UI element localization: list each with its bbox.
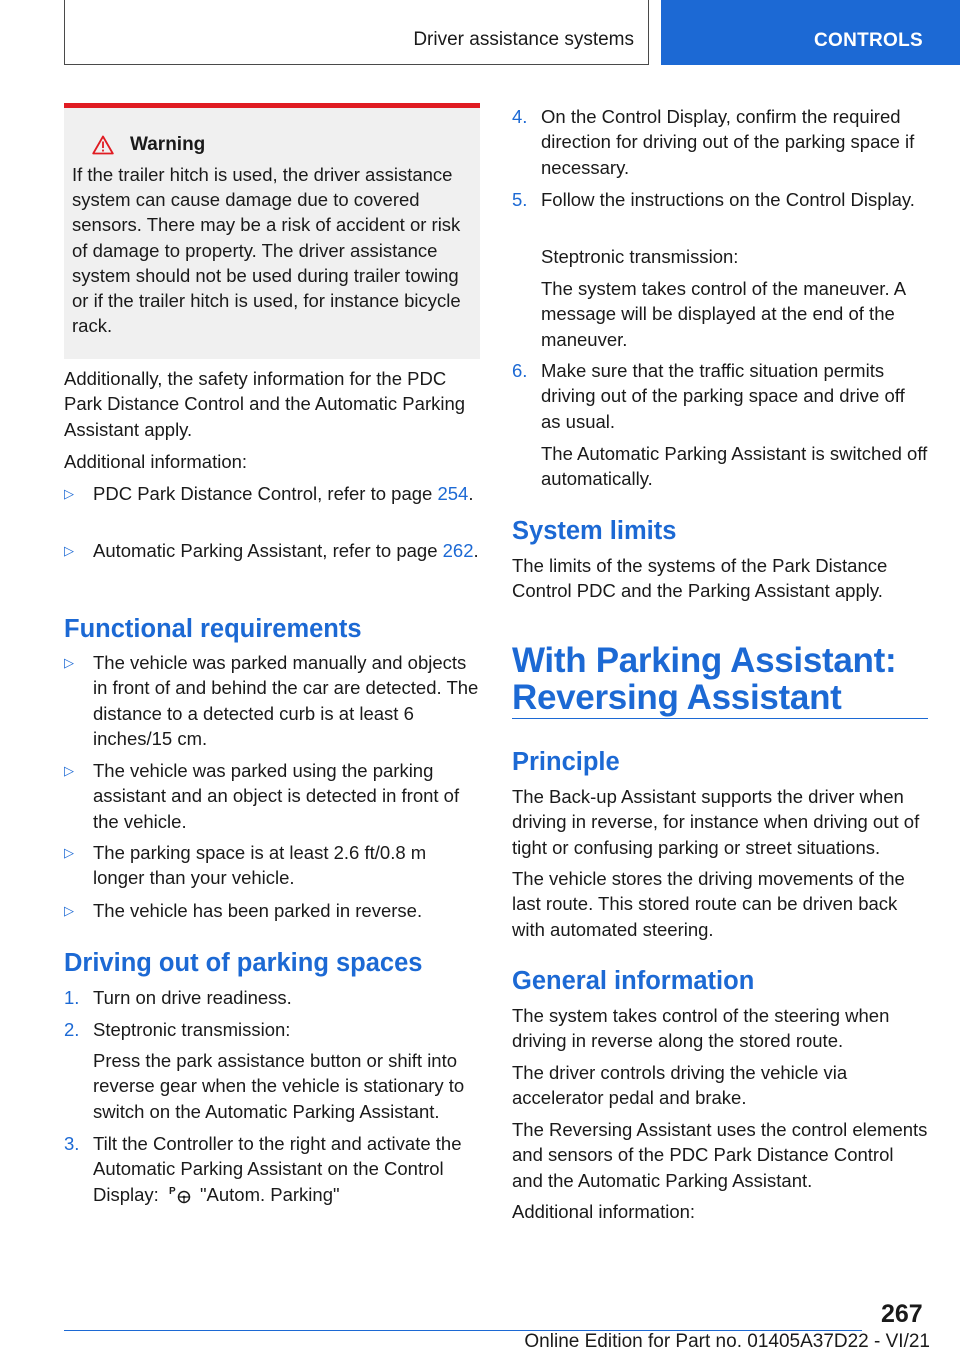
list-item: ▷ The parking space is at least 2.6 ft/0.8 m longer than your vehicle. bbox=[64, 842, 427, 889]
heading-underline bbox=[512, 718, 928, 719]
step-item: 2. Steptronic transmission: bbox=[64, 1019, 291, 1040]
warning-text: If the trailer hitch is used, the driver assistance system can cause damage due to covered sensors. There may be a risk of accident or risk of damage to property. The driver assistance system should not be used during trailer towing or if the trailer hitch is used, for instance bicycle rack. bbox=[72, 164, 461, 337]
bullet-triangle-icon: ▷ bbox=[64, 763, 74, 778]
warning-triangle-icon bbox=[92, 135, 114, 155]
bullet-triangle-icon: ▷ bbox=[64, 903, 74, 918]
bullet-triangle-icon: ▷ bbox=[64, 845, 74, 860]
safety-info-paragraph: Additionally, the safety information for the PDC Park Distance Control and the Automatic Parking Assistant apply. bbox=[64, 368, 466, 440]
general-paragraph-4: Additional information: bbox=[512, 1201, 696, 1222]
step-detail: Steptronic transmission: bbox=[541, 246, 739, 267]
step-item: 5. Follow the instructions on the Control Display. bbox=[512, 189, 915, 210]
list-item: ▷ The vehicle has been parked in reverse. bbox=[64, 898, 480, 923]
bullet-triangle-icon: ▷ bbox=[64, 543, 74, 558]
header-chapter-title: CONTROLS bbox=[814, 30, 924, 51]
page-link-254[interactable]: 254 bbox=[437, 483, 469, 504]
svg-text:P: P bbox=[168, 1185, 176, 1197]
menu-item-autom-parking: "Autom. Parking" bbox=[199, 1183, 340, 1205]
warning-box bbox=[64, 103, 480, 359]
bullet-triangle-icon: ▷ bbox=[64, 486, 74, 501]
warning-title: Warning bbox=[130, 134, 206, 155]
list-item: ▷ The vehicle was parked using the parking assistant and an object is detected in front of the vehicle. bbox=[64, 760, 460, 832]
heading-driving-out: Driving out of parking spaces bbox=[64, 949, 423, 977]
principle-paragraph-1: The Back-up Assistant supports the driver when driving in reverse, for instance when driving out of tight or confusing parking or street situations. bbox=[512, 786, 920, 858]
header-section-title: Driver assistance systems bbox=[413, 29, 634, 50]
header-section-box bbox=[64, 0, 649, 65]
heading-general-information: General information bbox=[512, 967, 755, 995]
general-paragraph-3: The Reversing Assistant uses the control elements and sensors of the PDC Park Distance Control and the Automatic Parking Assistant. bbox=[512, 1119, 928, 1191]
general-paragraph-1: The system takes control of the steering when driving in reverse along the stored route. bbox=[512, 1005, 890, 1052]
step-detail: Press the park assistance button or shift into reverse gear when the vehicle is stationary to switch on the Automatic Parking Assistant. bbox=[93, 1050, 465, 1122]
page-link-262[interactable]: 262 bbox=[442, 540, 474, 561]
general-paragraph-2: The driver controls driving the vehicle via accelerator pedal and brake. bbox=[512, 1062, 848, 1109]
bullet-triangle-icon: ▷ bbox=[64, 655, 74, 670]
parking-assistant-icon bbox=[168, 1184, 194, 1204]
heading-reversing-assistant: With Parking Assistant: Reversing Assistant bbox=[512, 641, 897, 717]
step-item: 6. Make sure that the traffic situation permits driving out of the parking space and drive off as usual. bbox=[512, 360, 905, 432]
additional-info-label: Additional information: bbox=[64, 451, 248, 472]
step-item: 3. Tilt the Controller to the right and activate the Automatic Parking Assistant on the Control Display: P "Autom. Parking" bbox=[64, 1133, 462, 1205]
list-item: ▷ Automatic Parking Assistant, refer to page 262. bbox=[64, 538, 480, 563]
step-item: 4. On the Control Display, confirm the required direction for driving out of the parking space if necessary. bbox=[512, 106, 915, 178]
principle-paragraph-2: The vehicle stores the driving movements of the last route. This stored route can be driven back with automated steering. bbox=[512, 868, 905, 940]
step-detail: The system takes control of the maneuver. A message will be displayed at the end of the maneuver. bbox=[541, 278, 906, 350]
heading-functional-requirements: Functional requirements bbox=[64, 615, 362, 643]
step-detail: The Automatic Parking Assistant is switched off automatically. bbox=[541, 443, 928, 490]
step-item: 1. Turn on drive readiness. bbox=[64, 987, 292, 1008]
list-item: ▷ The vehicle was parked manually and objects in front of and behind the car are detected. The distance to a detected curb is at least 6 inches/15 cm. bbox=[64, 652, 479, 749]
heading-system-limits: System limits bbox=[512, 517, 677, 545]
warning-heading bbox=[72, 134, 472, 156]
system-limits-paragraph: The limits of the systems of the Park Distance Control PDC and the Parking Assistant apply. bbox=[512, 555, 888, 602]
heading-principle: Principle bbox=[512, 748, 620, 776]
header-chapter-tab[interactable] bbox=[661, 0, 960, 65]
list-item: ▷ PDC Park Distance Control, refer to page 254. bbox=[64, 481, 480, 506]
footer-edition: Online Edition for Part no. 01405A37D22 - VI/21 bbox=[524, 1331, 930, 1352]
page-number: 267 bbox=[881, 1300, 923, 1328]
